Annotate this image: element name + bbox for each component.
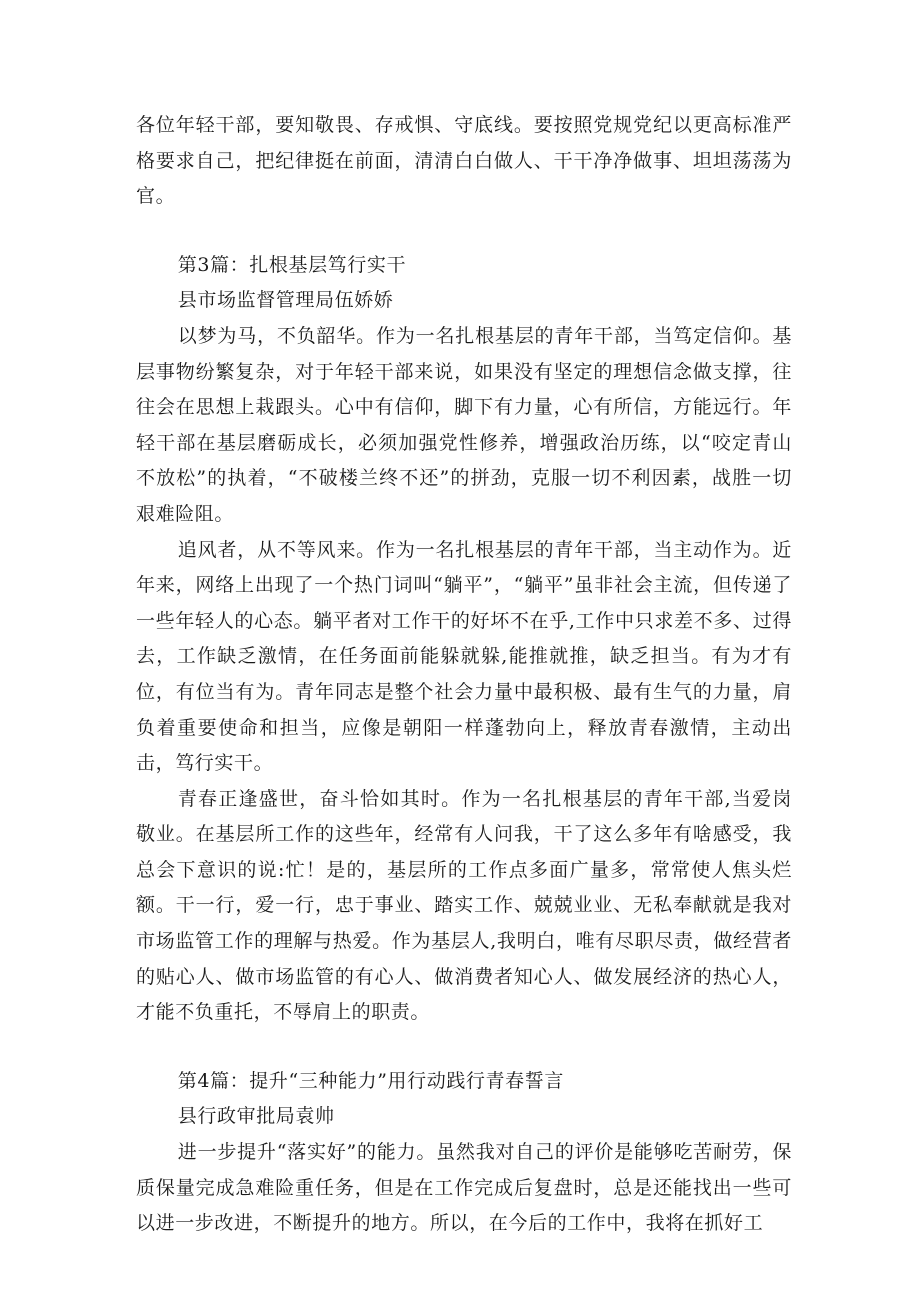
section4-author: 县行政审批局袁帅 — [177, 1105, 335, 1128]
intro-paragraph: 各位年轻干部，要知敬畏、存戒惧、守底线。要按照党规党纪以更高标准严格要求自己，把纪律挺在前面，清清白白做人、干干净净做事、坦坦荡荡为官。 — [136, 114, 792, 208]
section3-paragraph-3: 青春正逢盛世，奋斗恰如其时。作为一名扎根基层的青年干部,当爱岗敬业。在基层所工作的这些年，经常有人问我，干了这么多年有啥感受，我总会下意识的说:忙！是的，基层所的工作点多面广量多，常常使人焦头烂额。干一行，爱一行，忠于事业、踏实工作、兢兢业业、无私奉献就是我对市场监管工作的理解与热爱。作为基层人,我明白，唯有尽职尽责，做经营者的贴心人、做市场监管的有心人、做消费者知心人、做发展经济的热心人，才能不负重托，不辱肩上的职责。 — [136, 787, 792, 1024]
section3-paragraph-1: 以梦为马，不负韶华。作为一名扎根基层的青年干部，当笃定信仰。基层事物纷繁复杂，对于年轻干部来说，如果没有坚定的理想信念做支撑，往往会在思想上栽跟头。心中有信仰，脚下有力量，心有所信，方能远行。年轻干部在基层磨砺成长，必须加强党性修养，增强政治历练，以“咬定青山不放松”的执着，“不破楼兰终不还”的拼劲，克服一切不利因素，战胜一切艰难险阻。 — [136, 324, 792, 525]
section4-paragraph-1: 进一步提升“落实好”的能力。虽然我对自己的评价是能够吃苦耐劳，保质保量完成急难险重任务，但是在工作完成后复盘时，总是还能找出一些可以进一步改进，不断提升的地方。所以，在今后的工作中，我将在抓好工 — [136, 1141, 792, 1235]
section3-title: 第3篇：扎根基层笃行实干 — [177, 253, 407, 276]
section3-paragraph-2: 追风者，从不等风来。作为一名扎根基层的青年干部，当主动作为。近年来，网络上出现了一个热门词叫“躺平”，“躺平”虽非社会主流，但传递了一些年轻人的心态。躺平者对工作干的好坏不在乎,工作中只求差不多、过得去，工作缺乏激情，在任务面前能躲就躲,能推就推，缺乏担当。有为才有位，有位当有为。青年同志是整个社会力量中最积极、最有生气的力量，肩负着重要使命和担当，应像是朝阳一样蓬勃向上，释放青春激情，主动出击，笃行实干。 — [136, 538, 792, 775]
section4-title: 第4篇：提升“三种能力”用行动践行青春誓言 — [177, 1069, 564, 1092]
section3-author: 县市场监督管理局伍娇娇 — [177, 289, 394, 312]
document-page — [136, 108, 792, 1242]
